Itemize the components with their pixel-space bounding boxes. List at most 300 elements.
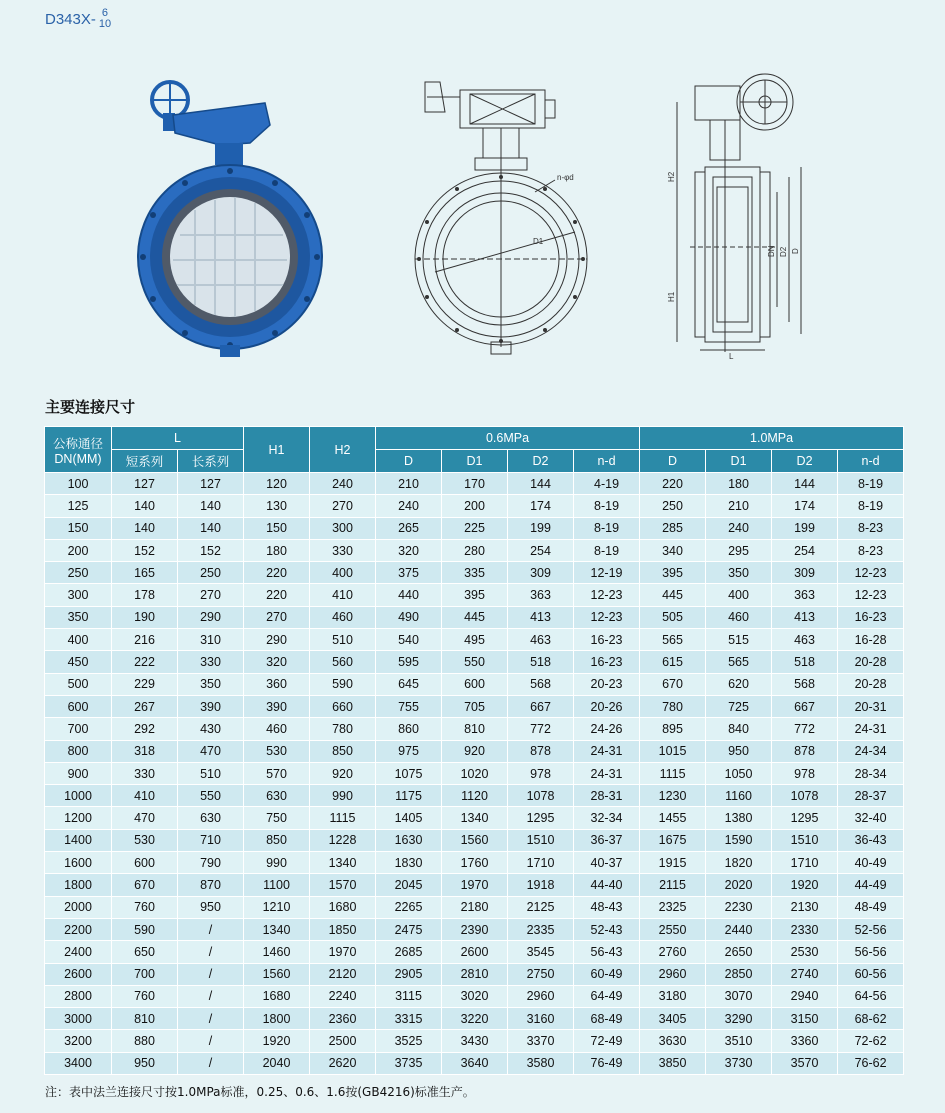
table-cell: 330: [310, 539, 376, 561]
table-cell: 220: [640, 473, 706, 495]
table-cell: 570: [244, 762, 310, 784]
table-cell: 3020: [442, 985, 508, 1007]
table-cell: 490: [376, 606, 442, 628]
table-row: [45, 539, 904, 561]
table-cell: 2685: [376, 941, 442, 963]
table-cell: 460: [310, 606, 376, 628]
table-cell: 1115: [640, 762, 706, 784]
table-cell: 3115: [376, 985, 442, 1007]
table-cell: 800: [45, 740, 112, 762]
header-sub-d1: D1: [706, 450, 772, 473]
table-cell: 20-31: [838, 695, 904, 717]
dimension-table: [44, 426, 904, 1075]
table-cell: 3730: [706, 1052, 772, 1074]
table-cell: 2000: [45, 896, 112, 918]
table-cell: 125: [45, 495, 112, 517]
table-cell: 3220: [442, 1008, 508, 1030]
table-cell: 1230: [640, 785, 706, 807]
table-cell: 920: [442, 740, 508, 762]
table-cell: 140: [178, 517, 244, 539]
table-cell: 363: [772, 584, 838, 606]
table-cell: 3400: [45, 1052, 112, 1074]
table-cell: 178: [112, 584, 178, 606]
table-cell: 600: [442, 673, 508, 695]
table-cell: 8-23: [838, 539, 904, 561]
table-cell: 518: [772, 651, 838, 673]
table-cell: 68-62: [838, 1008, 904, 1030]
table-row: [45, 517, 904, 539]
table-cell: 56-43: [574, 941, 640, 963]
table-cell: 199: [508, 517, 574, 539]
table-cell: 250: [45, 562, 112, 584]
table-cell: 565: [640, 629, 706, 651]
table-row: [45, 1008, 904, 1030]
table-cell: 140: [112, 495, 178, 517]
table-cell: 900: [45, 762, 112, 784]
table-row: [45, 673, 904, 695]
table-cell: 3070: [706, 985, 772, 1007]
table-cell: 650: [112, 941, 178, 963]
table-cell: 2130: [772, 896, 838, 918]
table-cell: 400: [45, 629, 112, 651]
table-cell: 76-49: [574, 1052, 640, 1074]
table-cell: 395: [442, 584, 508, 606]
table-row: [45, 1030, 904, 1052]
table-cell: 210: [706, 495, 772, 517]
table-cell: 990: [310, 785, 376, 807]
table-cell: 400: [310, 562, 376, 584]
table-cell: 44-49: [838, 874, 904, 896]
table-cell: 1920: [244, 1030, 310, 1052]
table-cell: 220: [244, 562, 310, 584]
table-row: [45, 695, 904, 717]
table-cell: 375: [376, 562, 442, 584]
table-cell: 470: [112, 807, 178, 829]
model-frac-bottom: 10: [98, 18, 112, 30]
table-cell: 1920: [772, 874, 838, 896]
table-cell: 127: [178, 473, 244, 495]
table-cell: 1100: [244, 874, 310, 896]
table-cell: 199: [772, 517, 838, 539]
header-sub-d2: D2: [772, 450, 838, 473]
table-cell: 240: [376, 495, 442, 517]
table-cell: 1380: [706, 807, 772, 829]
table-cell: 2740: [772, 963, 838, 985]
header-sub-nd: n-d: [838, 450, 904, 473]
section-title: 主要连接尺寸: [45, 398, 136, 416]
table-cell: 978: [508, 762, 574, 784]
table-cell: 772: [772, 718, 838, 740]
table-cell: 24-31: [574, 762, 640, 784]
table-cell: 1680: [310, 896, 376, 918]
header-l-long: 长系列: [178, 450, 244, 473]
table-cell: 660: [310, 695, 376, 717]
table-cell: 280: [442, 539, 508, 561]
table-cell: 1400: [45, 829, 112, 851]
table-cell: /: [178, 1008, 244, 1030]
table-cell: 2960: [508, 985, 574, 1007]
table-cell: 550: [178, 785, 244, 807]
table-cell: 270: [178, 584, 244, 606]
table-cell: 1570: [310, 874, 376, 896]
table-cell: 152: [112, 539, 178, 561]
table-cell: 3290: [706, 1008, 772, 1030]
label-d2: D2: [779, 246, 788, 257]
model-prefix: D343X-: [45, 10, 96, 28]
label-h1: H1: [667, 291, 676, 302]
table-cell: 24-34: [838, 740, 904, 762]
table-cell: 1820: [706, 852, 772, 874]
table-row: [45, 762, 904, 784]
table-row: [45, 985, 904, 1007]
table-cell: 568: [772, 673, 838, 695]
table-cell: 430: [178, 718, 244, 740]
table-cell: 270: [310, 495, 376, 517]
table-row: [45, 740, 904, 762]
table-cell: 100: [45, 473, 112, 495]
table-cell: 12-23: [838, 562, 904, 584]
table-cell: 310: [178, 629, 244, 651]
table-cell: 878: [772, 740, 838, 762]
table-cell: 1050: [706, 762, 772, 784]
table-row: [45, 718, 904, 740]
table-cell: 500: [45, 673, 112, 695]
table-cell: 518: [508, 651, 574, 673]
table-cell: 254: [772, 539, 838, 561]
table-cell: 1710: [772, 852, 838, 874]
table-cell: 300: [310, 517, 376, 539]
table-cell: 240: [706, 517, 772, 539]
table-cell: 550: [442, 651, 508, 673]
table-cell: 330: [112, 762, 178, 784]
table-row: [45, 896, 904, 918]
header-dn: [45, 427, 112, 473]
table-cell: 3160: [508, 1008, 574, 1030]
table-cell: 8-19: [574, 539, 640, 561]
table-cell: 3200: [45, 1030, 112, 1052]
table-cell: 400: [706, 584, 772, 606]
table-cell: 320: [376, 539, 442, 561]
table-cell: 190: [112, 606, 178, 628]
table-cell: 150: [244, 517, 310, 539]
table-cell: 390: [178, 695, 244, 717]
table-cell: 20-26: [574, 695, 640, 717]
table-cell: 2940: [772, 985, 838, 1007]
table-cell: 130: [244, 495, 310, 517]
table-cell: 48-49: [838, 896, 904, 918]
table-cell: 28-34: [838, 762, 904, 784]
table-cell: 3630: [640, 1030, 706, 1052]
table-cell: 755: [376, 695, 442, 717]
table-cell: 2400: [45, 941, 112, 963]
table-cell: 595: [376, 651, 442, 673]
table-cell: 410: [112, 785, 178, 807]
table-row: [45, 473, 904, 495]
table-cell: 265: [376, 517, 442, 539]
table-cell: 850: [310, 740, 376, 762]
table-cell: 510: [310, 629, 376, 651]
table-cell: /: [178, 1052, 244, 1074]
table-cell: 410: [310, 584, 376, 606]
table-cell: 860: [376, 718, 442, 740]
table-cell: 2600: [442, 941, 508, 963]
table-row: [45, 584, 904, 606]
table-cell: 1020: [442, 762, 508, 784]
table-cell: 36-37: [574, 829, 640, 851]
table-row: [45, 1052, 904, 1074]
table-cell: 1510: [508, 829, 574, 851]
table-cell: 780: [640, 695, 706, 717]
table-cell: 920: [310, 762, 376, 784]
table-cell: 978: [772, 762, 838, 784]
header-l-short: 短系列: [112, 450, 178, 473]
table-cell: 16-23: [574, 651, 640, 673]
table-cell: 700: [45, 718, 112, 740]
table-cell: 1210: [244, 896, 310, 918]
table-cell: 2440: [706, 918, 772, 940]
table-cell: 24-31: [838, 718, 904, 740]
table-cell: 463: [772, 629, 838, 651]
table-cell: 1800: [45, 874, 112, 896]
header-sub-d: D: [640, 450, 706, 473]
table-cell: 309: [772, 562, 838, 584]
header-h2: H2: [310, 427, 376, 473]
table-cell: 840: [706, 718, 772, 740]
table-cell: 2850: [706, 963, 772, 985]
table-cell: 2020: [706, 874, 772, 896]
table-cell: 460: [244, 718, 310, 740]
table-cell: 36-43: [838, 829, 904, 851]
table-cell: 870: [178, 874, 244, 896]
table-cell: 878: [508, 740, 574, 762]
table-cell: 340: [640, 539, 706, 561]
table-cell: 24-31: [574, 740, 640, 762]
table-cell: 152: [178, 539, 244, 561]
table-cell: 1075: [376, 762, 442, 784]
table-cell: 630: [244, 785, 310, 807]
table-cell: 1630: [376, 829, 442, 851]
table-cell: 725: [706, 695, 772, 717]
table-cell: /: [178, 963, 244, 985]
table-cell: 1970: [442, 874, 508, 896]
table-cell: 667: [508, 695, 574, 717]
table-cell: 4-19: [574, 473, 640, 495]
table-cell: 1510: [772, 829, 838, 851]
table-cell: 2550: [640, 918, 706, 940]
table-cell: 350: [178, 673, 244, 695]
table-cell: 3150: [772, 1008, 838, 1030]
table-cell: 32-34: [574, 807, 640, 829]
table-cell: 140: [178, 495, 244, 517]
table-cell: 300: [45, 584, 112, 606]
model-pressure-fraction: [99, 8, 111, 30]
table-cell: 2500: [310, 1030, 376, 1052]
table-cell: 140: [112, 517, 178, 539]
table-cell: 8-19: [838, 473, 904, 495]
table-row: [45, 941, 904, 963]
header-dn-label: 公称通径: [52, 436, 103, 451]
table-cell: 40-37: [574, 852, 640, 874]
table-cell: 1405: [376, 807, 442, 829]
label-d: D: [791, 248, 800, 254]
table-cell: 200: [45, 539, 112, 561]
table-cell: 560: [310, 651, 376, 673]
table-cell: 2045: [376, 874, 442, 896]
table-cell: 174: [772, 495, 838, 517]
table-cell: 1710: [508, 852, 574, 874]
table-cell: 72-62: [838, 1030, 904, 1052]
table-cell: 144: [508, 473, 574, 495]
header-sub-d: D: [376, 450, 442, 473]
table-cell: 28-37: [838, 785, 904, 807]
table-cell: 174: [508, 495, 574, 517]
table-cell: 1455: [640, 807, 706, 829]
table-cell: 290: [178, 606, 244, 628]
table-cell: 28-31: [574, 785, 640, 807]
table-cell: 565: [706, 651, 772, 673]
table-cell: 1160: [706, 785, 772, 807]
table-cell: 165: [112, 562, 178, 584]
header-sub-d2: D2: [508, 450, 574, 473]
table-cell: 2115: [640, 874, 706, 896]
table-cell: 463: [508, 629, 574, 651]
table-cell: 229: [112, 673, 178, 695]
table-cell: 590: [310, 673, 376, 695]
table-cell: 2335: [508, 918, 574, 940]
table-cell: 530: [112, 829, 178, 851]
table-row: [45, 874, 904, 896]
table-cell: 309: [508, 562, 574, 584]
table-row: [45, 807, 904, 829]
table-cell: 2905: [376, 963, 442, 985]
table-cell: 3640: [442, 1052, 508, 1074]
table-cell: 170: [442, 473, 508, 495]
table-cell: 76-62: [838, 1052, 904, 1074]
table-cell: 3525: [376, 1030, 442, 1052]
table-cell: 950: [706, 740, 772, 762]
table-cell: 16-28: [838, 629, 904, 651]
table-cell: 710: [178, 829, 244, 851]
table-cell: 810: [112, 1008, 178, 1030]
table-cell: 1970: [310, 941, 376, 963]
table-cell: 2180: [442, 896, 508, 918]
table-cell: 144: [772, 473, 838, 495]
table-cell: 630: [178, 807, 244, 829]
table-cell: 320: [244, 651, 310, 673]
table-cell: 600: [45, 695, 112, 717]
table-cell: 990: [244, 852, 310, 874]
table-cell: 52-56: [838, 918, 904, 940]
table-cell: 270: [244, 606, 310, 628]
table-cell: 2265: [376, 896, 442, 918]
table-cell: 1115: [310, 807, 376, 829]
table-cell: 2325: [640, 896, 706, 918]
table-cell: 318: [112, 740, 178, 762]
table-cell: 1340: [310, 852, 376, 874]
table-cell: 68-49: [574, 1008, 640, 1030]
table-cell: 16-23: [838, 606, 904, 628]
table-cell: /: [178, 985, 244, 1007]
table-cell: 8-19: [574, 495, 640, 517]
table-cell: 8-19: [838, 495, 904, 517]
table-cell: 2330: [772, 918, 838, 940]
table-cell: 615: [640, 651, 706, 673]
table-cell: 700: [112, 963, 178, 985]
table-body: [45, 473, 904, 1075]
table-cell: 363: [508, 584, 574, 606]
table-cell: 48-43: [574, 896, 640, 918]
table-cell: 670: [112, 874, 178, 896]
table-cell: 2040: [244, 1052, 310, 1074]
header-group-0-6mpa: 0.6MPa: [376, 427, 640, 450]
side-view-drawing: [665, 72, 815, 362]
table-cell: 2360: [310, 1008, 376, 1030]
table-cell: 2200: [45, 918, 112, 940]
valve-photo: [135, 75, 325, 360]
table-cell: 510: [178, 762, 244, 784]
label-d1: D1: [533, 237, 544, 246]
table-cell: 390: [244, 695, 310, 717]
table-cell: 2800: [45, 985, 112, 1007]
table-cell: 216: [112, 629, 178, 651]
table-cell: /: [178, 1030, 244, 1052]
table-cell: 3180: [640, 985, 706, 1007]
table-cell: 16-23: [574, 629, 640, 651]
table-cell: 530: [244, 740, 310, 762]
label-h2: H2: [667, 171, 676, 182]
table-cell: 225: [442, 517, 508, 539]
table-row: [45, 562, 904, 584]
table-cell: 3510: [706, 1030, 772, 1052]
table-cell: 290: [244, 629, 310, 651]
table-cell: 3360: [772, 1030, 838, 1052]
table-cell: 120: [244, 473, 310, 495]
table-cell: 1120: [442, 785, 508, 807]
table-cell: 1078: [508, 785, 574, 807]
table-cell: /: [178, 918, 244, 940]
table-cell: 1228: [310, 829, 376, 851]
table-cell: 395: [640, 562, 706, 584]
table-cell: 20-28: [838, 673, 904, 695]
table-cell: 250: [640, 495, 706, 517]
table-cell: 2600: [45, 963, 112, 985]
table-cell: 330: [178, 651, 244, 673]
table-cell: 3570: [772, 1052, 838, 1074]
table-cell: 790: [178, 852, 244, 874]
table-cell: 1295: [508, 807, 574, 829]
table-cell: 772: [508, 718, 574, 740]
table-row: [45, 963, 904, 985]
table-cell: 150: [45, 517, 112, 539]
table-cell: 56-56: [838, 941, 904, 963]
table-cell: 445: [442, 606, 508, 628]
table-cell: 2620: [310, 1052, 376, 1074]
table-cell: 3580: [508, 1052, 574, 1074]
table-cell: 540: [376, 629, 442, 651]
table-cell: 1675: [640, 829, 706, 851]
table-cell: 670: [640, 673, 706, 695]
table-cell: /: [178, 941, 244, 963]
table-cell: 2120: [310, 963, 376, 985]
table-cell: 20-28: [838, 651, 904, 673]
table-cell: 950: [112, 1052, 178, 1074]
table-cell: 20-23: [574, 673, 640, 695]
table-cell: 1460: [244, 941, 310, 963]
header-group-1-0mpa: 1.0MPa: [640, 427, 904, 450]
table-row: [45, 495, 904, 517]
table-cell: 72-49: [574, 1030, 640, 1052]
table-cell: 3370: [508, 1030, 574, 1052]
